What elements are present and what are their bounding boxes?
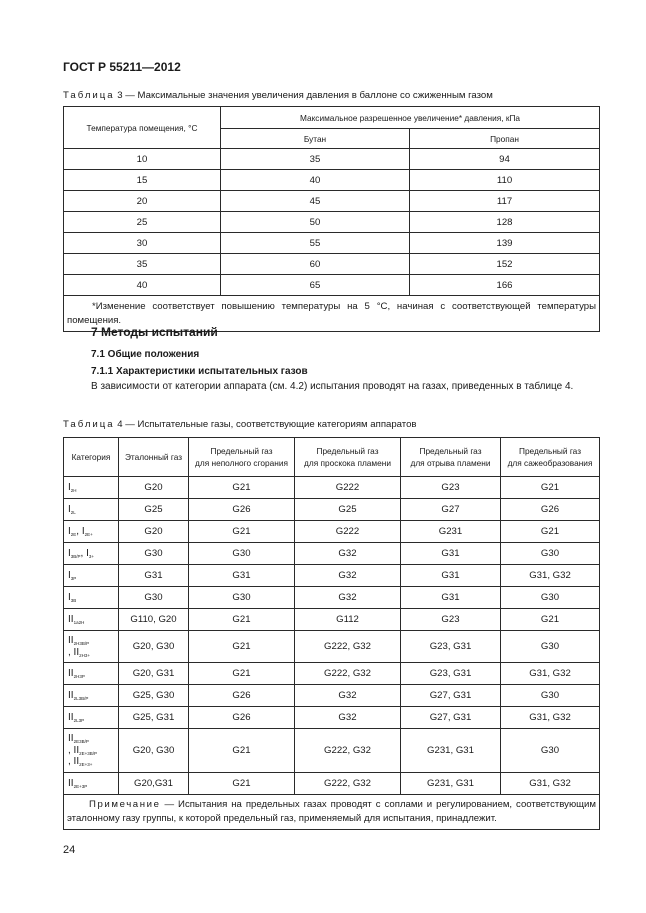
- category-symbol: , II: [68, 756, 80, 768]
- table4-note-label: Примечание: [89, 799, 161, 810]
- table4-cell-soot: G21: [501, 477, 600, 499]
- table4-row: [64, 729, 600, 773]
- table4-row: [64, 477, 600, 499]
- category-subscript: 2H: [70, 487, 77, 493]
- table4-cell-lift: G231, G31: [401, 773, 501, 795]
- table3-cell-propane: 117: [410, 191, 600, 212]
- table4-header-soot-line1: Предельный газ: [518, 445, 581, 456]
- table4-cell-category: [64, 707, 119, 729]
- table4-header-lift-line1: Предельный газ: [419, 445, 482, 456]
- table4-cell-incomplete: G26: [189, 707, 295, 729]
- table3-caption-word: Таблица: [63, 90, 115, 101]
- category-symbol: II: [68, 613, 74, 625]
- table3-cell-butane: 50: [221, 212, 410, 233]
- table4-cell-incomplete: G21: [189, 521, 295, 543]
- table4-cell-soot: G21: [501, 521, 600, 543]
- table4-cell-reference: G20: [119, 521, 189, 543]
- table4-cell-category: [64, 587, 119, 609]
- table3-row: [64, 191, 600, 212]
- table4-cell-lift: G27: [401, 499, 501, 521]
- table3-row: [64, 212, 600, 233]
- table4-cell-reference: G20, G30: [119, 631, 189, 663]
- table3-cell-butane: 65: [221, 275, 410, 296]
- category-subscript: 2H3+: [79, 652, 91, 658]
- table4-cell-reference: G20: [119, 477, 189, 499]
- table4-cell-category: [64, 477, 119, 499]
- table4-cell-category: [64, 521, 119, 543]
- table4-caption-word: Таблица: [63, 419, 115, 430]
- table4-cell-flashback: G112: [295, 609, 401, 631]
- table4-row: [64, 543, 600, 565]
- table4-cell-lift: G31: [401, 543, 501, 565]
- category-subscript: 2E+3P: [73, 783, 88, 789]
- table4-cell-flashback: G32: [295, 565, 401, 587]
- table4-cell-category: [64, 663, 119, 685]
- table4-cell-category: [64, 685, 119, 707]
- table4-cell-reference: G20, G31: [119, 663, 189, 685]
- table3-row: [64, 254, 600, 275]
- table4-row: [64, 521, 600, 543]
- table3-header-butane: Бутан: [221, 129, 410, 149]
- table4-cell-reference: G25, G30: [119, 685, 189, 707]
- table4-cell-incomplete: G21: [189, 663, 295, 685]
- table4-cell-lift: G27, G31: [401, 685, 501, 707]
- table4-cell-incomplete: G30: [189, 543, 295, 565]
- table4-row: [64, 707, 600, 729]
- category-subscript: 2E+: [84, 531, 93, 537]
- table4-row: [64, 631, 600, 663]
- table4-cell-flashback: G222, G32: [295, 663, 401, 685]
- table3-cell-butane: 40: [221, 170, 410, 191]
- table4-cell-category: [64, 631, 119, 663]
- table4-cell-incomplete: G26: [189, 499, 295, 521]
- table3-cell-butane: 55: [221, 233, 410, 254]
- category-symbol: II: [68, 667, 74, 679]
- table4-row: [64, 587, 600, 609]
- table4-cell-reference: G20,G31: [119, 773, 189, 795]
- category-symbol: II: [68, 689, 74, 701]
- table4-header-flashback: [295, 438, 401, 477]
- table3-cell-propane: 166: [410, 275, 600, 296]
- table4-cell-reference: G30: [119, 587, 189, 609]
- table4-note-text: — Испытания на предельных газах проводят с соплами и регулированием, соответствующим эталонному газу группы, к которой предельный газ, применяемый для испытания, принадлежит.: [67, 799, 597, 824]
- table4-cell-incomplete: G31: [189, 565, 295, 587]
- table4-cell-lift: G31: [401, 565, 501, 587]
- table4-cell-soot: G31, G32: [501, 565, 600, 587]
- category-symbol: , II: [68, 744, 80, 756]
- category-subscript: 2E: [70, 531, 77, 537]
- table4-cell-incomplete: G21: [189, 477, 295, 499]
- table3-row: [64, 149, 600, 170]
- table4-header-soot-line2: для сажеобразования: [507, 458, 593, 468]
- table4-cell-lift: G231, G31: [401, 729, 501, 773]
- table4-cell-flashback: G222: [295, 521, 401, 543]
- table4-cell-lift: G231: [401, 521, 501, 543]
- table4-cell-flashback: G222: [295, 477, 401, 499]
- table4-cell-reference: G25: [119, 499, 189, 521]
- table4-cell-category: [64, 543, 119, 565]
- table3-caption-text: 3 — Максимальные значения увеличения давления в баллоне со сжиженным газом: [117, 90, 493, 101]
- table3-cell-propane: 152: [410, 254, 600, 275]
- table4-cell-category: [64, 499, 119, 521]
- table4-cell-reference: G110, G20: [119, 609, 189, 631]
- table3-cell-temperature: 20: [64, 191, 221, 212]
- section-7-title: 7 Методы испытаний: [91, 325, 218, 339]
- table4-caption: [63, 419, 417, 430]
- category-subscript: 3B/P: [70, 553, 81, 559]
- category-subscript: 2H3B/P: [73, 640, 90, 646]
- table4-cell-incomplete: G21: [189, 729, 295, 773]
- table4-header-lift-line2: для отрыва пламени: [410, 458, 491, 468]
- category-symbol: II: [68, 777, 74, 789]
- table3-row: [64, 275, 600, 296]
- table3-cell-temperature: 10: [64, 149, 221, 170]
- table4-cell-reference: G30: [119, 543, 189, 565]
- table4-cell-lift: G23: [401, 609, 501, 631]
- category-symbol: , I: [80, 547, 89, 559]
- table4-cell-category: [64, 729, 119, 773]
- table3-cell-propane: 110: [410, 170, 600, 191]
- category-symbol: II: [68, 634, 74, 646]
- category-symbol: II: [68, 732, 74, 744]
- category-subscript: 2E3B/P: [73, 738, 89, 744]
- table4-row: [64, 565, 600, 587]
- table4: [63, 437, 600, 830]
- category-subscript: 3+: [88, 553, 95, 559]
- table4-cell-soot: G31, G32: [501, 707, 600, 729]
- table4-cell-flashback: G32: [295, 707, 401, 729]
- table4-cell-reference: G20, G30: [119, 729, 189, 773]
- table4-header-flashback-line2: для проскока пламени: [304, 458, 391, 468]
- table4-row: [64, 663, 600, 685]
- table4-row: [64, 609, 600, 631]
- section-7-1-1-title: 7.1.1 Характеристики испытательных газов: [91, 366, 308, 377]
- category-symbol: I: [68, 591, 71, 603]
- category-symbol: II: [68, 711, 74, 723]
- table4-cell-lift: G27, G31: [401, 707, 501, 729]
- table4-cell-soot: G30: [501, 729, 600, 773]
- table3-header-propane: Пропан: [410, 129, 600, 149]
- table4-cell-soot: G30: [501, 631, 600, 663]
- table3-cell-temperature: 40: [64, 275, 221, 296]
- category-subscript: 2L3B/P: [73, 695, 89, 701]
- table4-cell-flashback: G32: [295, 543, 401, 565]
- table4-cell-category: [64, 565, 119, 587]
- table4-cell-soot: G30: [501, 587, 600, 609]
- table3-footnote-text: *Изменение соответствует повышению температуры на 5 °С, начиная с соответствующей температуры помещения.: [67, 301, 597, 326]
- table4-caption-text: 4 — Испытательные газы, соответствующие категориям аппаратов: [117, 419, 417, 430]
- table4-cell-flashback: G222, G32: [295, 773, 401, 795]
- table4-header-flashback-line1: Предельный газ: [316, 445, 379, 456]
- table4-cell-flashback: G222, G32: [295, 631, 401, 663]
- table4-cell-lift: G23, G31: [401, 663, 501, 685]
- document-header: ГОСТ Р 55211—2012: [63, 60, 181, 74]
- section-7-1-title: 7.1 Общие положения: [91, 349, 200, 360]
- table4-header-soot: [501, 438, 600, 477]
- table4-cell-flashback: G32: [295, 587, 401, 609]
- table4-header-reference: Эталонный газ: [119, 438, 189, 477]
- table3-cell-temperature: 35: [64, 254, 221, 275]
- category-subscript: 2L: [70, 509, 76, 515]
- table4-row: [64, 499, 600, 521]
- category-subscript: 1a2H: [73, 619, 85, 625]
- table4-cell-soot: G26: [501, 499, 600, 521]
- table4-header-category: Категория: [64, 438, 119, 477]
- table3-cell-propane: 94: [410, 149, 600, 170]
- section-7-1-1-text: В зависимости от категории аппарата (см. 4.2) испытания проводят на газах, приведенных в таблице 4.: [91, 381, 574, 392]
- page-number: 24: [63, 844, 76, 856]
- category-symbol: , I: [76, 525, 85, 537]
- table4-cell-flashback: G32: [295, 685, 401, 707]
- category-subscript: 2E+3B/P: [79, 750, 98, 756]
- category-subscript: 2E+3+: [79, 762, 93, 768]
- category-subscript: 3P: [70, 575, 77, 581]
- category-symbol: I: [68, 481, 71, 493]
- table3-cell-butane: 45: [221, 191, 410, 212]
- table4-row: [64, 685, 600, 707]
- category-symbol: I: [68, 547, 71, 559]
- table4-cell-soot: G21: [501, 609, 600, 631]
- table3-cell-propane: 128: [410, 212, 600, 233]
- category-symbol: , II: [68, 646, 80, 658]
- table4-cell-flashback: G222, G32: [295, 729, 401, 773]
- table4-cell-soot: G30: [501, 685, 600, 707]
- category-symbol: I: [68, 525, 71, 537]
- table3-caption: [63, 90, 493, 101]
- table4-header-lift: [401, 438, 501, 477]
- category-subscript: 2H3P: [73, 673, 85, 679]
- table4-cell-soot: G31, G32: [501, 663, 600, 685]
- table4-cell-incomplete: G21: [189, 631, 295, 663]
- category-subscript: 2L3P: [73, 717, 85, 723]
- table3-cell-butane: 60: [221, 254, 410, 275]
- table4-cell-reference: G31: [119, 565, 189, 587]
- table4-note: [64, 795, 600, 830]
- table4-cell-flashback: G25: [295, 499, 401, 521]
- table3-cell-temperature: 15: [64, 170, 221, 191]
- table3-header-temperature: Температура помещения, °C: [64, 107, 221, 149]
- category-symbol: I: [68, 569, 71, 581]
- category-symbol: I: [68, 503, 71, 515]
- table4-cell-lift: G31: [401, 587, 501, 609]
- table4-cell-category: [64, 773, 119, 795]
- table3-cell-propane: 139: [410, 233, 600, 254]
- table3: [63, 106, 600, 332]
- table4-cell-lift: G23: [401, 477, 501, 499]
- table3-row: [64, 170, 600, 191]
- table3-cell-butane: 35: [221, 149, 410, 170]
- table3-row: [64, 233, 600, 254]
- table4-cell-incomplete: G21: [189, 773, 295, 795]
- table4-cell-incomplete: G26: [189, 685, 295, 707]
- table4-header-incomplete-line2: для неполного сгорания: [195, 458, 288, 468]
- table4-cell-soot: G30: [501, 543, 600, 565]
- table4-cell-incomplete: G21: [189, 609, 295, 631]
- table4-header-incomplete: [189, 438, 295, 477]
- table4-cell-reference: G25, G31: [119, 707, 189, 729]
- table4-cell-lift: G23, G31: [401, 631, 501, 663]
- table4-cell-incomplete: G30: [189, 587, 295, 609]
- table4-row: [64, 773, 600, 795]
- table4-header-incomplete-line1: Предельный газ: [210, 445, 273, 456]
- table4-cell-category: [64, 609, 119, 631]
- table4-cell-soot: G31, G32: [501, 773, 600, 795]
- table3-cell-temperature: 25: [64, 212, 221, 233]
- category-subscript: 3B: [70, 597, 77, 603]
- table3-header-group: Максимальное разрешенное увеличение* давления, кПа: [221, 107, 600, 129]
- table3-cell-temperature: 30: [64, 233, 221, 254]
